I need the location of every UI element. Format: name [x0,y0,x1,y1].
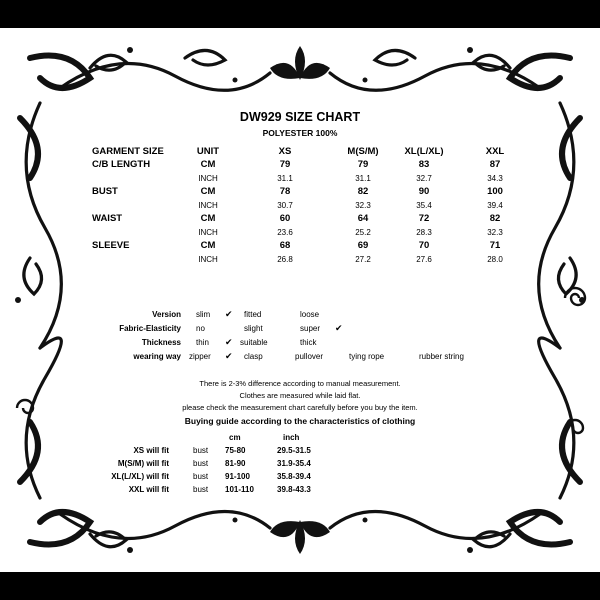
attr-label-fabric-elasticity: Fabric-Elasticity [119,324,181,333]
table-cell: 71 [489,240,501,251]
unit-inch: INCH [198,255,218,264]
table-cell: 79 [279,159,291,170]
row-label-bust: BUST [92,186,118,197]
table-cell: 69 [357,240,369,251]
guide-row-inch: 35.8-39.4 [277,472,311,481]
attr-label-thickness: Thickness [141,338,181,347]
guide-row-inch: 29.5-31.5 [277,446,311,455]
table-cell: 31.1 [277,174,293,183]
size-header-m: M(S/M) [347,146,379,157]
material-label: POLYESTER 100% [262,128,338,138]
table-cell: 27.2 [355,255,371,264]
table-cell: 27.6 [416,255,432,264]
chart-title: DW929 SIZE CHART [239,110,361,124]
table-cell: 31.1 [355,174,371,183]
row-label-sleeve: SLEEVE [92,240,130,251]
guide-row-inch: 39.8-43.3 [277,485,311,494]
table-cell: 87 [489,159,501,170]
attr-label-version: Version [152,310,181,319]
guide-row-part: bust [193,485,209,494]
table-cell: 79 [357,159,369,170]
attr-option: suitable [240,338,268,347]
guide-row-label: M(S/M) will fit [117,459,169,468]
table-cell: 28.0 [487,255,503,264]
size-header-xxl: XXL [485,146,505,157]
check-mark-icon: ✔ [225,351,233,361]
table-cell: 83 [418,159,430,170]
unit-cm: CM [200,186,216,197]
table-cell: 100 [487,186,503,197]
attr-option: slight [244,324,263,333]
attr-option: slim [196,310,211,319]
table-cell: 28.3 [416,228,432,237]
guide-row-part: bust [193,446,209,455]
garment-size-header: GARMENT SIZE [92,146,164,157]
note-laid-flat: Clothes are measured while laid flat. [239,391,361,400]
table-cell: 26.8 [277,255,293,264]
size-chart-sheet [0,28,600,572]
guide-row-inch: 31.9-35.4 [277,459,311,468]
note-measurement-difference: There is 2-3% difference according to manual measurement. [199,379,401,388]
table-cell: 30.7 [277,201,293,210]
guide-row-cm: 75-80 [225,446,246,455]
table-cell: 72 [418,213,430,224]
unit-inch: INCH [198,228,218,237]
attr-option: pullover [295,352,324,361]
check-mark-icon: ✔ [335,323,343,333]
attr-option: fitted [244,310,262,319]
row-label-waist: WAIST [92,213,123,224]
unit-inch: INCH [198,201,218,210]
guide-inch-header: inch [283,433,300,442]
attr-option: thin [196,338,209,347]
attr-label-wearing-way: wearing way [133,352,181,361]
table-cell: 34.3 [487,174,503,183]
table-cell: 70 [418,240,430,251]
attr-option: no [196,324,205,333]
table-cell: 35.4 [416,201,432,210]
table-cell: 60 [279,213,291,224]
table-cell: 82 [357,186,369,197]
unit-header: UNIT [196,146,220,157]
guide-row-cm: 81-90 [225,459,246,468]
table-cell: 32.3 [355,201,371,210]
table-cell: 32.7 [416,174,432,183]
size-header-xl: XL(L/XL) [404,146,444,157]
unit-inch: INCH [198,174,218,183]
table-cell: 32.3 [487,228,503,237]
attr-option: super [300,324,321,333]
guide-row-label: XXL will fit [128,485,169,494]
guide-cm-header: cm [229,433,241,442]
row-label-cb-length: C/B LENGTH [92,159,151,170]
table-cell: 78 [279,186,291,197]
attr-option: tying rope [349,352,385,361]
guide-row-label: XL(L/XL) will fit [111,472,169,481]
unit-cm: CM [200,159,216,170]
table-cell: 23.6 [277,228,293,237]
attr-option: zipper [189,352,211,361]
unit-cm: CM [200,213,216,224]
guide-row-cm: 101-110 [225,485,254,494]
attr-option: loose [300,310,320,319]
size-header-xs: XS [278,146,292,157]
table-cell: 39.4 [487,201,503,210]
table-cell: 25.2 [355,228,371,237]
check-mark-icon: ✔ [225,309,233,319]
attr-option: clasp [244,352,263,361]
table-cell: 90 [418,186,430,197]
table-cell: 64 [357,213,369,224]
check-mark-icon: ✔ [225,337,233,347]
guide-row-part: bust [193,472,209,481]
note-check-chart: please check the measurement chart carefully before you buy the item. [182,403,418,412]
guide-row-label: XS will fit [133,446,169,455]
guide-row-part: bust [193,459,209,468]
unit-cm: CM [200,240,216,251]
attr-option: rubber string [419,352,464,361]
table-cell: 68 [279,240,291,251]
buying-guide-title: Buying guide according to the characteristics of clothing [184,416,416,426]
table-cell: 82 [489,213,501,224]
attr-option: thick [300,338,317,347]
guide-row-cm: 91-100 [225,472,250,481]
